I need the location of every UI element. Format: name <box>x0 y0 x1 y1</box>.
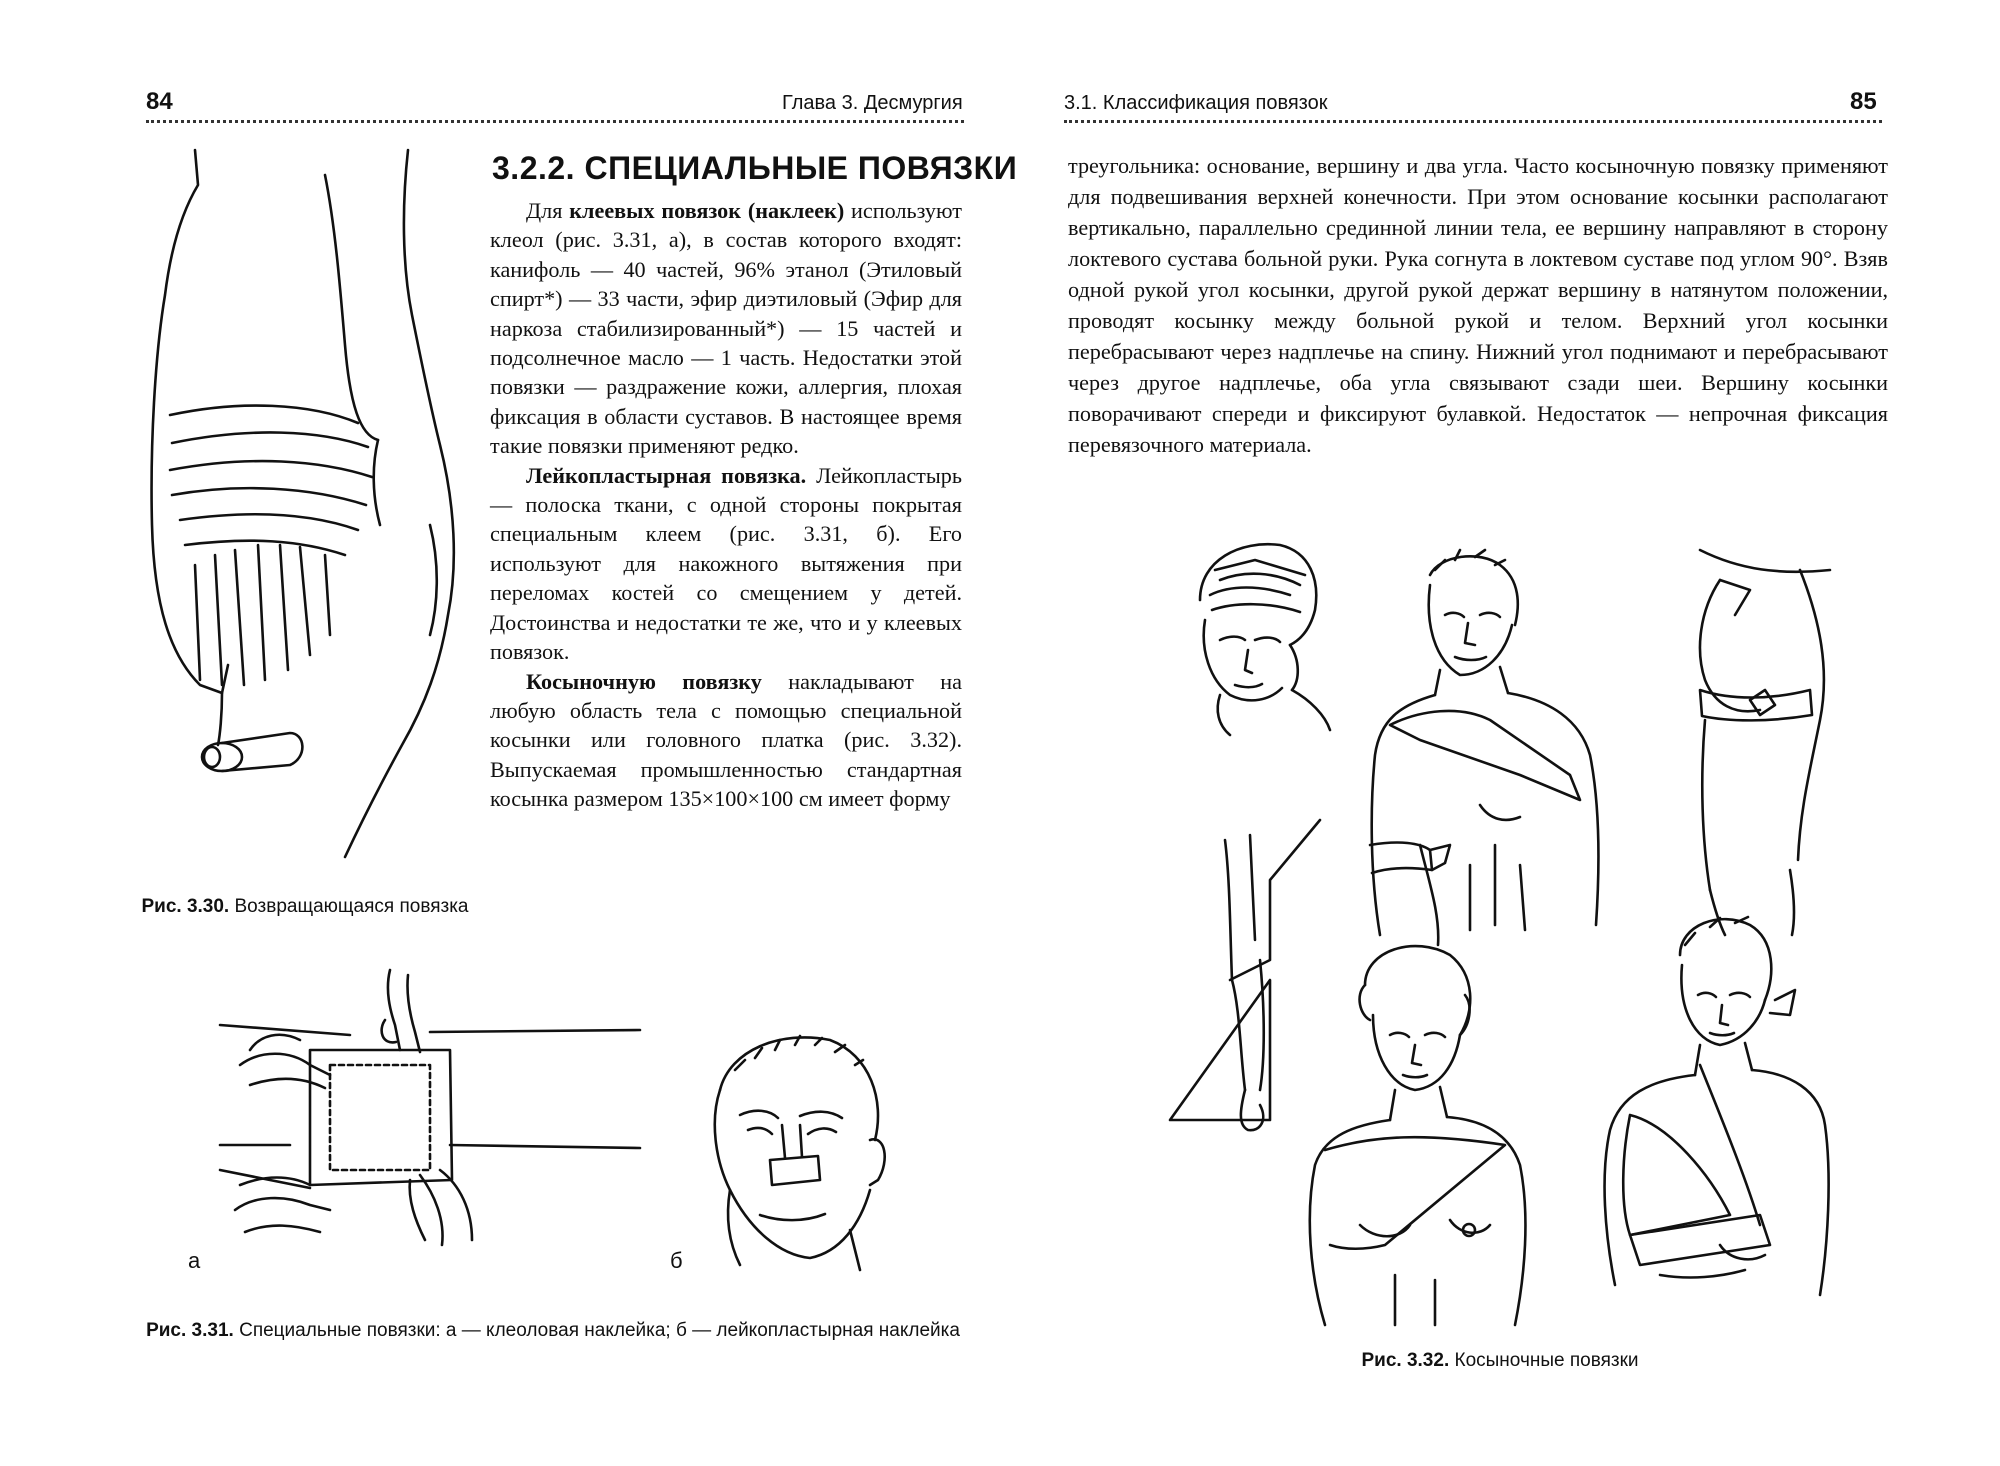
para1-bold: клеевых повязок (наклеек) <box>569 198 845 223</box>
right-running-head: 3.1. Классификация повязок <box>1064 92 1328 114</box>
section-heading: 3.2.2. СПЕЦИАЛЬНЫЕ ПОВЯЗКИ <box>492 150 1018 186</box>
para1-rest: используют клеол (рис. 3.31, а), в состав которого входят: канифоль — 40 частей, 96% этанол (Этиловый спирт*) — 33 части, эфир диэтиловый (Эфир для наркоза стабилизированный*) — 15 частей и подсолнечное масло — 1 часть. Недостатки этой повязки — раздражение кожи, аллергия, плохая фиксация в области суставов. В настоящее время такие повязки применяют редко. <box>490 198 963 459</box>
figure-3-31-caption <box>140 1318 966 1343</box>
figure-3-30-caption <box>140 894 470 919</box>
figure-3-31b-plaster-face <box>700 1030 890 1270</box>
leg-triangle-drawing <box>1170 820 1320 1130</box>
fig331-label: Рис. 3.31. <box>146 1320 234 1341</box>
figure-3-32-kerchief-bandages <box>1160 540 1920 1320</box>
hip-bandage-drawing <box>1700 550 1830 935</box>
shoulder-sling-man-drawing <box>1370 550 1598 945</box>
fig331-text: Специальные повязки: а — клеоловая наклейка; б — лейкопластырная наклейка <box>239 1320 960 1341</box>
paragraph-kerchief-continued: треугольника: основание, вершину и два угла. Часто косыночную повязку применяют для подвешивания верхней конечности. При этом основание косынки располагают вертикально, параллельно срединной линии тела, ее вершину направляют в сторону локтевого сустава больной руки. Рука согнута в локтевом суставе под углом 90°. Взяв одной рукой угол косынки, другой рукой держат вершину в натянутом положении, проводят косынку между больной рукой и телом. Верхний угол косынки перебрасывают через надплечье на спину. Нижний угол поднимают и перебрасывают через другое надплечье, оба угла связывают сзади шеи. Вершину косынки поворачивают спереди и фиксируют булавкой. Недостаток — непрочная фиксация перевязочного материала. <box>1068 153 1888 457</box>
sub-label-a: а <box>188 1248 201 1273</box>
left-running-head: Глава 3. Десмургия <box>782 92 963 114</box>
fig330-label: Рис. 3.30. <box>141 896 230 917</box>
left-header-rule <box>146 120 964 123</box>
figure-3-32-caption <box>1320 1348 1680 1373</box>
right-page-number: 85 <box>1850 88 1877 115</box>
fig330-text: Возвращающаяся повязка <box>234 896 469 917</box>
chest-bandage-woman-drawing <box>1310 946 1526 1325</box>
right-header-rule <box>1064 120 1882 123</box>
kerchief-head-drawing <box>1200 544 1330 735</box>
para2-rest: Лейкопластырь — полоска ткани, с одной стороны покрытая специальным клеем (рис. 3.31, б). Его используют для накожного вытяжения при переломах костей со смещением у детей. Достоинства и недостатки те же, что и у клеевых повязок. <box>490 462 962 665</box>
paragraph-kerchief <box>490 667 962 814</box>
paragraph-adhesive <box>490 196 962 461</box>
left-page-number: 84 <box>146 88 173 115</box>
arm-sling-man-drawing <box>1605 917 1829 1295</box>
para2-bold: Лейкопластырная повязка. <box>526 462 807 488</box>
para3-rest: накладывают на любую область тела с помощью специальной косынки или головного платка (рис. 3.32). Выпускаемая промышленностью стандартная косынка размером 135×100×100 см имеет форму <box>490 668 962 812</box>
sub-label-b: б <box>670 1248 683 1273</box>
figure-3-31a-adhesive-patch <box>210 970 650 1270</box>
para1-lead: Для <box>526 198 563 223</box>
fig332-label: Рис. 3.32. <box>1361 1350 1450 1371</box>
right-text-column <box>1068 150 1888 460</box>
left-text-column <box>490 196 962 814</box>
fig332-text: Косыночные повязки <box>1454 1350 1639 1371</box>
para3-bold: Косыночную повязку <box>526 668 762 694</box>
paragraph-plaster <box>490 461 962 667</box>
figure-3-30-returning-bandage <box>140 145 470 865</box>
